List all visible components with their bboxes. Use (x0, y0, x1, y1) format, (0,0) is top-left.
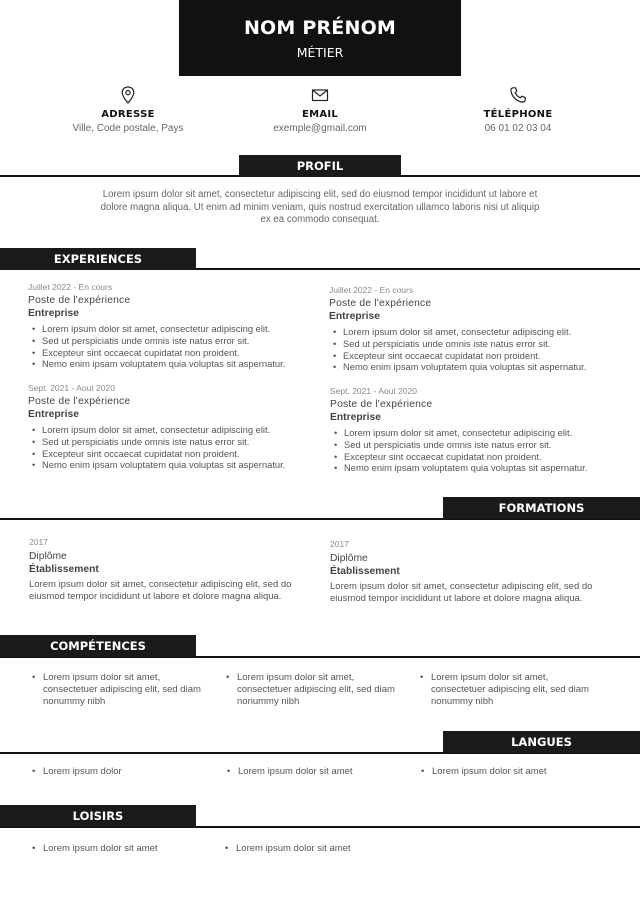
contact-email (240, 86, 400, 136)
experience-title: Poste de l'expérience (28, 295, 131, 306)
list-item: • Lorem ipsum dolor sit amet, consectetur adipiscing elit. (42, 424, 328, 436)
formation-item (330, 539, 615, 606)
list-item: • Nemo enim ipsam voluptatem quia voluptas sit aspernatur. (344, 462, 630, 474)
langue-list (226, 766, 411, 778)
formation-title: Diplôme (330, 553, 368, 564)
list-item: • Excepteur sint occaecat cupidatat non proident. (344, 451, 630, 463)
formation-date: 2017 (29, 537, 48, 547)
map-pin-icon (48, 86, 208, 106)
contact-phone (438, 86, 598, 136)
loisir-list (224, 843, 414, 855)
experience-date: Sept. 2021 - Aout 2020 (28, 383, 115, 393)
phone-value: 06 01 02 03 04 (484, 123, 552, 134)
experience-date: Juillet 2022 - En cours (329, 285, 414, 295)
experience-bullets (344, 427, 630, 474)
formation-description: Lorem ipsum dolor sit amet, consectetur adipiscing elit, sed do eiusmod tempor incididunt ut labore et dolore magna aliqua. (330, 581, 593, 605)
section-title-competences: COMPÉTENCES (0, 635, 196, 657)
list-item: • Excepteur sint occaecat cupidatat non proident. (42, 448, 328, 460)
experience-company: Entreprise (28, 409, 79, 420)
experience-bullets (343, 326, 629, 373)
list-item: • Lorem ipsum dolor sit amet, consectetuer adipiscing elit, sed diam nonummy nibh (419, 672, 604, 707)
list-item: • Excepteur sint occaecat cupidatat non proident. (343, 350, 629, 362)
experience-title: Poste de l'expérience (330, 399, 433, 410)
experience-item (330, 386, 630, 474)
section-title-langues: LANGUES (443, 731, 640, 753)
formation-title: Diplôme (29, 551, 67, 562)
experience-item (329, 285, 629, 373)
phone-icon (438, 86, 598, 106)
langue-list (420, 766, 605, 778)
formation-school: Établissement (29, 564, 99, 575)
list-item: • Lorem ipsum dolor sit amet (420, 766, 605, 778)
email-value: exemple@gmail.com (273, 123, 367, 134)
list-item: • Nemo enim ipsam voluptatem quia voluptas sit aspernatur. (42, 459, 328, 471)
competence-list (419, 672, 604, 707)
list-item: • Lorem ipsum dolor sit amet, consectetur adipiscing elit. (344, 427, 630, 439)
list-item: • Lorem ipsum dolor sit amet, consectetur adipiscing elit. (42, 323, 328, 335)
experience-company: Entreprise (28, 308, 79, 319)
loisir-list (31, 843, 221, 855)
list-item: • Excepteur sint occaecat cupidatat non proident. (42, 347, 328, 359)
profil-text: Lorem ipsum dolor sit amet, consectetur adipiscing elit, sed do eiusmod tempor incididunt ut labore et dolore magna aliqua. Ut enim ad minim veniam, quis nostrud exercitation ullamco laboris nisi ut aliquip ex ea commodo consequat. (100, 189, 540, 225)
address-value: Ville, Code postale, Pays (72, 123, 184, 134)
list-item: • Lorem ipsum dolor sit amet (226, 766, 411, 778)
job-title: MÉTIER (296, 45, 344, 60)
list-item: • Lorem ipsum dolor sit amet, consectetuer adipiscing elit, sed diam nonummy nibh (31, 672, 216, 707)
envelope-icon (240, 86, 400, 106)
formation-item (29, 537, 314, 604)
experience-bullets (42, 323, 328, 370)
phone-label: TÉLÉPHONE (483, 109, 553, 120)
experience-date: Juillet 2022 - En cours (28, 282, 113, 292)
formation-description: Lorem ipsum dolor sit amet, consectetur adipiscing elit, sed do eiusmod tempor incididunt ut labore et dolore magna aliqua. (29, 579, 292, 603)
list-item: • Sed ut perspiciatis unde omnis iste natus error sit. (343, 338, 629, 350)
formation-school: Établissement (330, 566, 400, 577)
experience-title: Poste de l'expérience (28, 396, 131, 407)
list-item: • Lorem ipsum dolor (31, 766, 216, 778)
langue-list (31, 766, 216, 778)
experience-bullets (42, 424, 328, 471)
list-item: • Sed ut perspiciatis unde omnis iste natus error sit. (344, 439, 630, 451)
section-title-experiences: EXPERIENCES (0, 248, 196, 270)
list-item: • Nemo enim ipsam voluptatem quia voluptas sit aspernatur. (343, 361, 629, 373)
experience-company: Entreprise (330, 412, 381, 423)
list-item: • Sed ut perspiciatis unde omnis iste natus error sit. (42, 436, 328, 448)
list-item: • Lorem ipsum dolor sit amet, consectetuer adipiscing elit, sed diam nonummy nibh (225, 672, 410, 707)
name-header (179, 0, 461, 76)
experience-item (28, 383, 328, 471)
address-label: ADRESSE (101, 109, 155, 120)
competence-list (31, 672, 216, 707)
section-title-formations: FORMATIONS (443, 497, 640, 519)
list-item: • Nemo enim ipsam voluptatem quia voluptas sit aspernatur. (42, 358, 328, 370)
section-title-profil: PROFIL (239, 155, 401, 177)
contact-address (48, 86, 208, 136)
experience-company: Entreprise (329, 311, 380, 322)
competence-list (225, 672, 410, 707)
experience-title: Poste de l'expérience (329, 298, 432, 309)
list-item: • Lorem ipsum dolor sit amet (31, 843, 221, 855)
email-label: EMAIL (301, 109, 339, 120)
section-title-loisirs: LOISIRS (0, 805, 196, 827)
experience-item (28, 282, 328, 370)
list-item: • Sed ut perspiciatis unde omnis iste natus error sit. (42, 335, 328, 347)
list-item: • Lorem ipsum dolor sit amet (224, 843, 414, 855)
formation-date: 2017 (330, 539, 349, 549)
full-name: NOM PRÉNOM (243, 17, 397, 39)
list-item: • Lorem ipsum dolor sit amet, consectetur adipiscing elit. (343, 326, 629, 338)
experience-date: Sept. 2021 - Aout 2020 (330, 386, 417, 396)
